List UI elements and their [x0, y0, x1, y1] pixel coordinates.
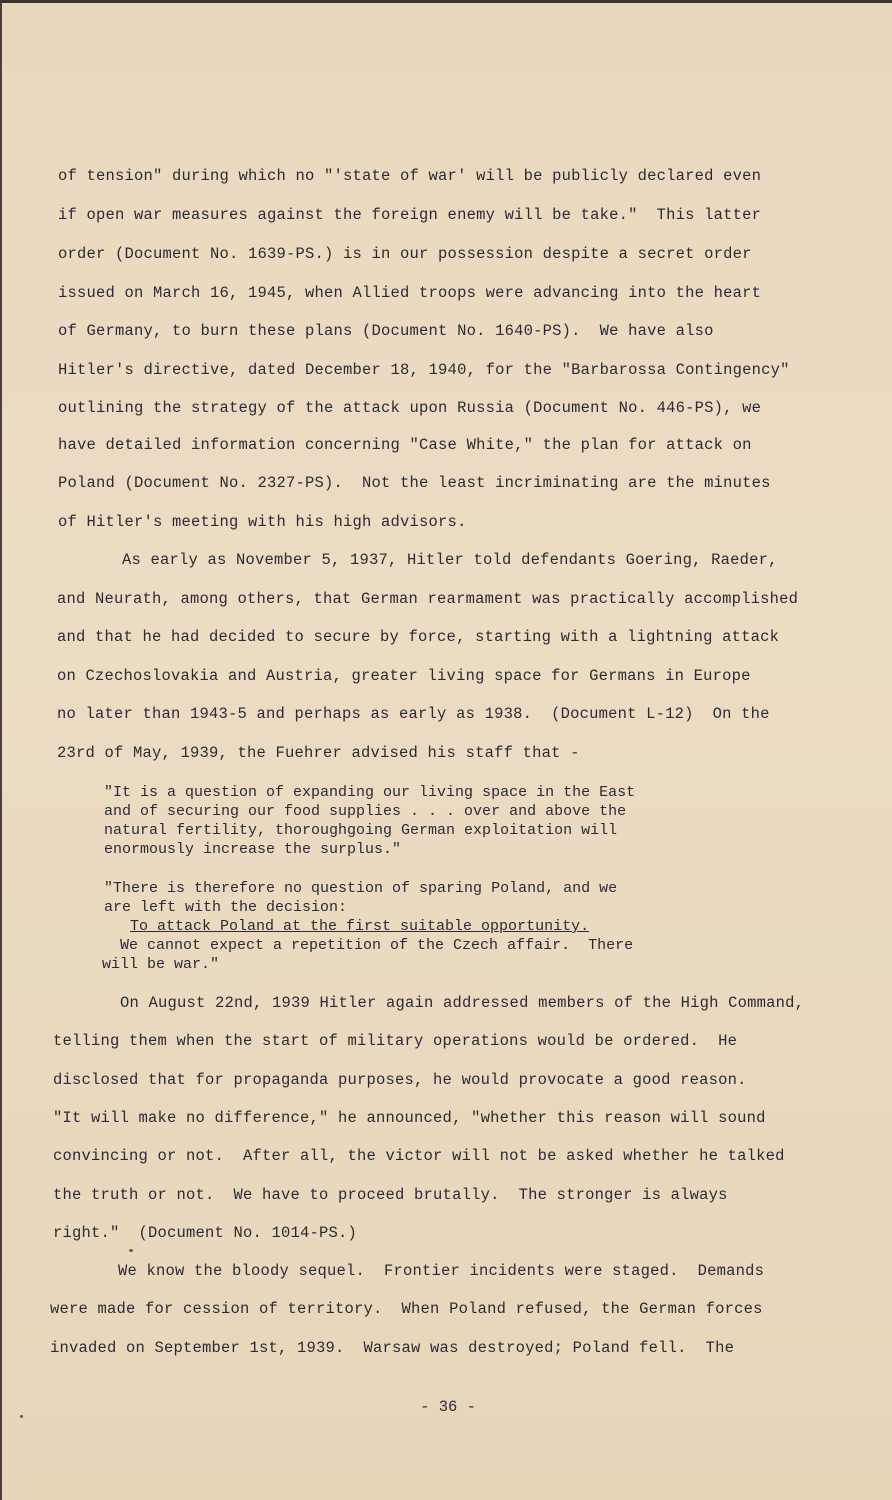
text-line: the truth or not. We have to proceed brutally. The stronger is always: [53, 1186, 728, 1204]
text-line: natural fertility, thoroughgoing German exploitation will: [104, 822, 618, 839]
text-line: are left with the decision:: [104, 899, 348, 916]
text-line: outlining the strategy of the attack upon Russia (Document No. 446-PS), we: [58, 399, 762, 417]
text-line: and Neurath, among others, that German rearmament was practically accomplished: [57, 590, 799, 608]
text-line: no later than 1943-5 and perhaps as early as 1938. (Document L-12) On the: [57, 705, 770, 723]
text-line: 23rd of May, 1939, the Fuehrer advised his staff that -: [57, 744, 580, 762]
text-line: have detailed information concerning "Case White," the plan for attack on: [58, 436, 752, 454]
text-line: convincing or not. After all, the victor will not be asked whether he talked: [53, 1147, 785, 1165]
text-line: right." (Document No. 1014-PS.): [53, 1224, 358, 1242]
text-line: of Germany, to burn these plans (Document No. 1640-PS). We have also: [58, 322, 714, 340]
text-line: Hitler's directive, dated December 18, 1940, for the "Barbarossa Contingency": [58, 361, 790, 379]
text-line: As early as November 5, 1937, Hitler told defendants Goering, Raeder,: [122, 551, 778, 569]
paper-speck: [129, 1249, 133, 1252]
text-line: invaded on September 1st, 1939. Warsaw was destroyed; Poland fell. The: [50, 1339, 735, 1357]
text-line: if open war measures against the foreign enemy will be take." This latter: [58, 206, 762, 224]
text-line: were made for cession of territory. When Poland refused, the German forces: [50, 1300, 763, 1318]
text-line: telling them when the start of military operations would be ordered. He: [53, 1032, 738, 1050]
text-line: We know the bloody sequel. Frontier incidents were staged. Demands: [118, 1262, 765, 1280]
paper-speck: [20, 1415, 23, 1418]
text-line: and that he had decided to secure by force, starting with a lightning attack: [57, 628, 780, 646]
text-line: order (Document No. 1639-PS.) is in our possession despite a secret order: [58, 245, 752, 263]
text-line: Poland (Document No. 2327-PS). Not the least incriminating are the minutes: [58, 474, 771, 492]
text-line: and of securing our food supplies . . . over and above the: [104, 803, 627, 820]
text-line: issued on March 16, 1945, when Allied troops were advancing into the heart: [58, 284, 762, 302]
text-line: "It is a question of expanding our living space in the East: [104, 784, 636, 801]
text-line: enormously increase the surplus.": [104, 841, 402, 858]
text-line: To attack Poland at the first suitable opportunity.: [130, 918, 590, 935]
text-line: On August 22nd, 1939 Hitler again addressed members of the High Command,: [120, 994, 805, 1012]
text-line: of Hitler's meeting with his high advisors.: [58, 513, 467, 531]
text-line: We cannot expect a repetition of the Czech affair. There: [120, 937, 634, 954]
page-number: - 36 -: [420, 1398, 476, 1416]
text-line: "It will make no difference," he announced, "whether this reason will sound: [53, 1109, 766, 1127]
text-line: disclosed that for propaganda purposes, he would provocate a good reason.: [53, 1071, 747, 1089]
text-line: on Czechoslovakia and Austria, greater living space for Germans in Europe: [57, 667, 751, 685]
text-line: will be war.": [102, 956, 220, 973]
text-line: of tension" during which no "'state of war' will be publicly declared even: [58, 167, 762, 185]
text-line: "There is therefore no question of sparing Poland, and we: [104, 880, 618, 897]
